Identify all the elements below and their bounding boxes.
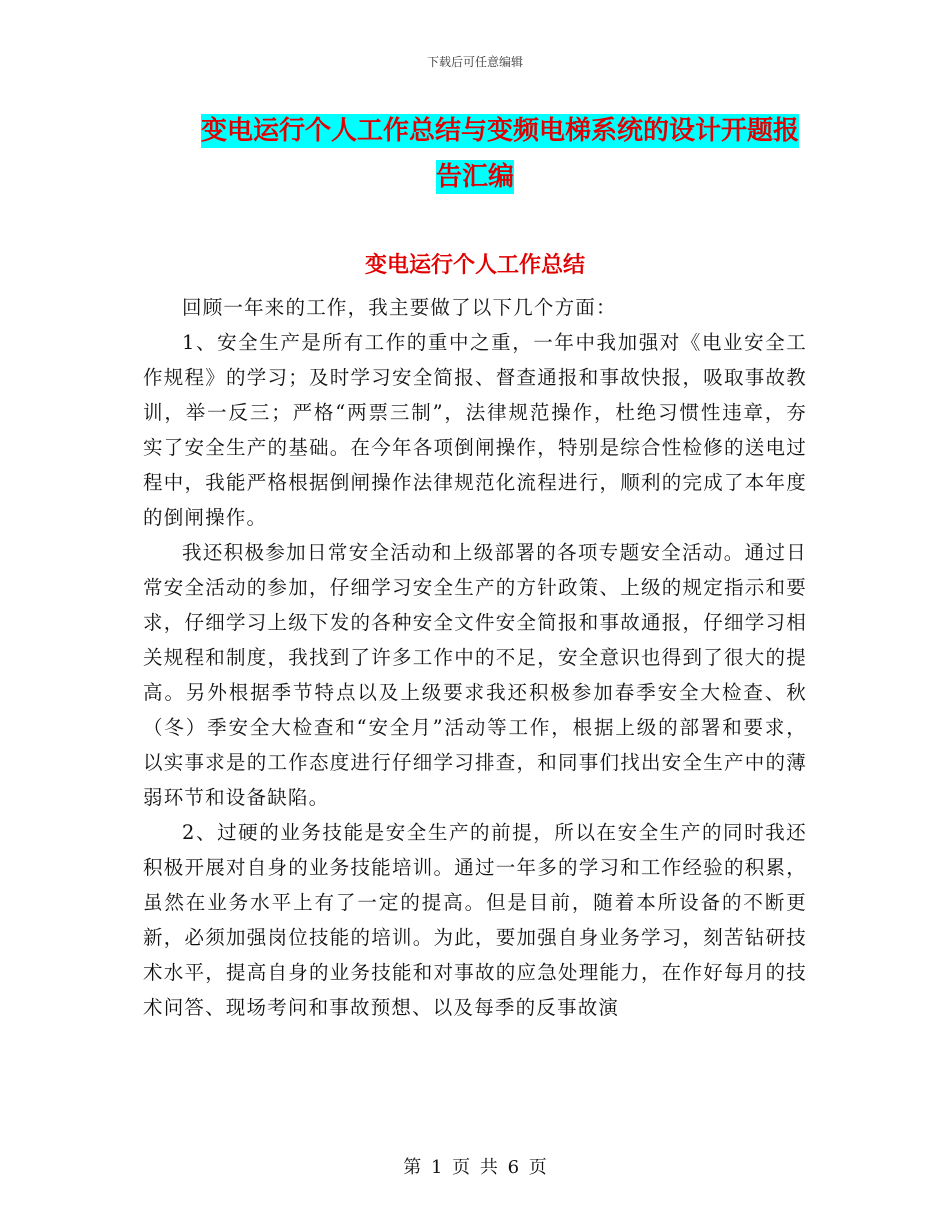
paragraph-safety: 1、安全生产是所有工作的重中之重，一年中我加强对《电业安全工作规程》的学习；及时学习安全简报、督查通报和事故快报，吸取事故教训，举一反三；严格“两票三制”，法律规范操作，杜绝习惯性违章，夯实了安全生产的基础。在今年各项倒闸操作，特别是综合性检修的送电过程中，我能严格根据倒闸操作法律规范化流程进行，顺利的完成了本年度的倒闸操作。: [143, 331, 807, 529]
document-title-line-2: 告汇编: [435, 162, 514, 192]
body-text: [143, 290, 807, 1025]
document-title: [0, 108, 950, 200]
document-title-line-1: 变电运行个人工作总结与变频电梯系统的设计开题报: [200, 116, 799, 146]
page-header-note: 下载后可任意编辑: [426, 55, 523, 69]
paragraph-skills: 2、过硬的业务技能是安全生产的前提，所以在安全生产的同时我还积极开展对自身的业务技能培训。通过一年多的学习和工作经验的积累，虽然在业务水平上有了一定的提高。但是目前，随着本所设备的不断更新，必须加强岗位技能的培训。为此，要加强自身业务学习，刻苦钻研技术水平，提高自身的业务技能和对事故的应急处理能力，在作好每月的技术问答、现场考问和事故预想、以及每季的反事故演: [143, 821, 807, 1019]
paragraph-intro: 回顾一年来的工作，我主要做了以下几个方面：: [182, 296, 617, 319]
section-heading: 变电运行个人工作总结: [364, 253, 585, 278]
page-number-footer: 第 1 页 共 6 页: [403, 1157, 547, 1178]
paragraph-activities: 我还积极参加日常安全活动和上级部署的各项专题安全活动。通过日常安全活动的参加，仔细学习安全生产的方针政策、上级的规定指示和要求，仔细学习上级下发的各种安全文件安全简报和事故通报，仔细学习相关规程和制度，我找到了许多工作中的不足，安全意识也得到了很大的提高。另外根据季节特点以及上级要求我还积极参加春季安全大检查、秋（冬）季安全大检查和“安全月”活动等工作，根据上级的部署和要求，以实事求是的工作态度进行仔细学习排查，和同事们找出安全生产中的薄弱环节和设备缺陷。: [143, 541, 807, 809]
